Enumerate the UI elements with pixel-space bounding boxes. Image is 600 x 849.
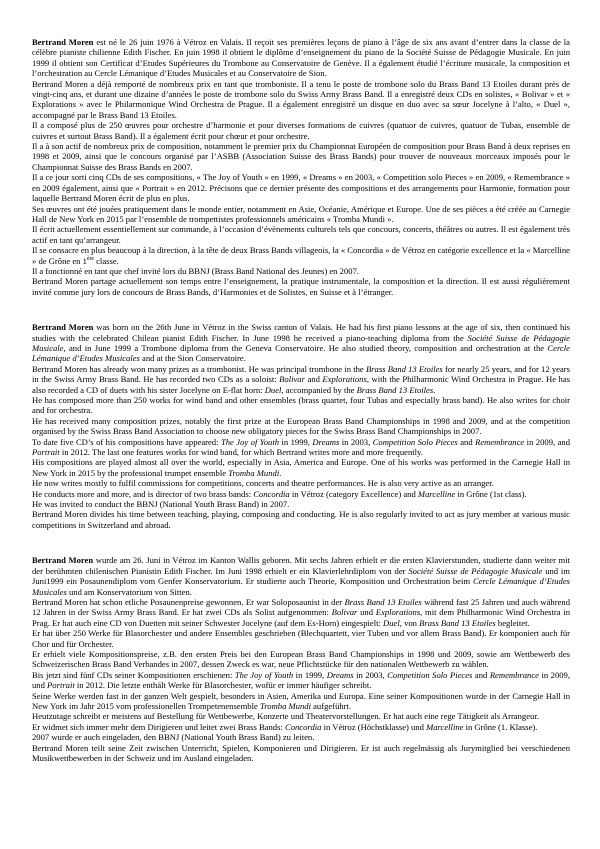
text-run: Explorations: [375, 607, 421, 618]
text-run: Cercle Lémanique d’Etudes Musicales: [32, 576, 570, 597]
text-run: He has received many composition prizes, notably the first prize at the European Brass Band Championships in 1998 and 2009, and at the competition organised by the Swiss Brass Band Association to choose new obligatory pieces for the Swiss Brass Band Championships in 2007.: [32, 415, 570, 437]
text-run: est né le 26 juin 1976 à Vétroz en Valais. Il reçoit ses premières leçons de piano à l’âge de six ans avant d’entrer dans la classe de la célèbre pianiste chilienne Edith Fischer. En juin 1998 il obtient le diplôme d’enseignement du piano de la Société Suisse de Pédagogie Musicale. En juin 1999 il obtient son Certificat d’Etudes Supérieures du Trombone au Conservatoire de Genève. Il a également étudié l’écriture musicale, la composition et l’orchestration au Cercle Lémanique d’Etudes Musicales et au Conservatoire de Sion.: [32, 37, 570, 79]
text-run: , and in June 1999 a Trombone diploma from the Geneva Conservatoire. He also studied theory, composition and orchestration at the: [63, 342, 548, 353]
text-run: Bertrand Moren has already won many prizes as a trombonist. He was principal trombone in the: [32, 363, 366, 374]
paragraph: [32, 597, 570, 628]
text-run: und am Konservatorium von Sitten.: [66, 586, 192, 597]
text-run: and: [457, 436, 476, 447]
text-run: , von: [399, 617, 420, 628]
paragraph: [32, 457, 570, 478]
paragraph: [32, 743, 570, 764]
text-run: und: [357, 607, 376, 618]
section-biography-german: [32, 555, 570, 763]
text-run: in Vétroz (category Excellence) and: [289, 488, 418, 499]
text-run: 2007 wurde er auch eingeladen, den BBNJ (National Youth Brass Band) zu leiten.: [32, 732, 315, 743]
text-run: Remembrance: [489, 669, 539, 680]
paragraph: [32, 509, 570, 530]
text-run: in 2003,: [339, 436, 373, 447]
text-run: Concordia: [253, 488, 290, 499]
text-run: He has composed more than 250 works for wind band and other ensembles (brass quartet, four Tubas and especially brass band). He also writes for choir and for orchestra.: [32, 395, 570, 416]
text-run: Competition Solo Pieces: [387, 669, 473, 680]
text-run: Bertrand Moren partage actuellement son temps entre l’enseignement, la pratique instrumentale, la composition et la direction. Il est aussi régulièrement invité comme jury lors de concours de Brass Bands, d’Harmonies et de Solistes, en Suisse et à l’étranger.: [32, 276, 570, 297]
text-run: Seine Werke werden fast in der ganzen Welt gespielt, besonders in Asien, Amerika und Europa. Eine seiner Kompositionen wurde in der Carnegie Hall in New York im Jahr 2015 vom professionellen Trompetenensemble: [32, 690, 570, 711]
text-run: .: [433, 384, 436, 395]
paragraph: [32, 555, 570, 597]
paragraph: [32, 628, 570, 649]
text-run: Il a ce jour sorti cinq CDs de ses compositions, « The Joy of Youth » en 1999, « Dreams » en 2003, « Competition solo Pieces » en 2009, « Remembrance » en 2009 également, ainsi que « Portrait » en 2012. Précisons que ce dernier présente des compositions et des arrangements pour Harmonie, formation pour laquelle Bertrand Moren écrit de plus en plus.: [32, 172, 570, 204]
text-run: Bertrand Moren hat schon etliche Posaunenpreise gewonnen. Er war Soloposaunist in der: [32, 596, 345, 607]
paragraph: [32, 670, 570, 691]
paragraph: [32, 120, 570, 141]
text-run: Société Suisse de Pédagogie Musicale: [32, 332, 570, 353]
text-run: Ses œuvres ont été jouées pratiquement dans le monde entier, notamment en Asie, Océanie, Amérique et Europe. Une de ses pièces a été créée au Carnegie Hall de New York en 2015 par l’ensemble de trompettistes professionnels américains « Tromba Mundi ».: [32, 203, 570, 224]
text-run: for nearly 25 years, and for 12 years in the Swiss Army Brass Band. He has recorded two CDs as a soloist:: [32, 363, 570, 385]
text-run: in 2012. Die letzte enthält Werke für Blasorchester, wofür er immer häufiger schreibt.: [74, 680, 372, 691]
paragraph: [32, 276, 570, 297]
paragraph: [32, 172, 570, 203]
text-run: Competition Solo Pieces: [372, 436, 458, 447]
text-run: wurde am 26. Juni in Vétroz im Kanton Wallis geboren. Mit sechs Jahren erhielt er die ersten Klavierstunden, studierte dann weiter mit der berühmten chilenischen Pianistin Edith Fischer. Im Juni 1998 erhielt er ein Klavierlehrdiplom von der: [32, 555, 570, 576]
paragraph: [32, 416, 570, 437]
text-run: während fast 25 Jahren und auch während 12 Jahren in der Swiss Army Brass Band. Er hat zwei CDs als Solist aufgenommen:: [32, 596, 570, 618]
text-run: Dreams: [326, 669, 354, 680]
text-run: Marcelline: [417, 488, 456, 499]
text-run: Cercle Lémanique d’Etudes Musicales: [32, 342, 570, 364]
text-run: Il écrit actuellement essentiellement sur commande, à l’occasion d’évènements culturels tels que concours, concerts, théâtres ou autres. Il est également très actif en tant qu’arrangeur.: [32, 224, 570, 245]
text-run: Il a fonctionné en tant que chef invité lors du BBNJ (Brass Band National des Jeunes) en 2007.: [32, 265, 359, 276]
text-run: The Joy of Youth: [220, 436, 280, 447]
paragraph: [32, 266, 570, 276]
paragraph: [32, 711, 570, 721]
text-run: He now writes mostly to fulfil commissions for competitions, concerts and theatre performances. He is also very active as an arranger.: [32, 478, 494, 489]
paragraph: [32, 224, 570, 245]
text-run: classe.: [93, 255, 119, 266]
text-run: and at the Sion Conservatoire.: [139, 353, 246, 364]
text-run: He was invited to conduct the BBNJ (National Youth Brass Band) in 2007.: [32, 499, 290, 510]
text-run: and: [304, 374, 323, 385]
text-run: Bertrand Moren: [32, 322, 94, 333]
paragraph: [32, 649, 570, 670]
section-biography-english: [32, 322, 570, 530]
text-run: Il a composé plus de 250 œuvres pour orchestre d’harmonie et pour diverses formations de cuivres (quatuor de cuivres, quatuor de Tubas, ensemble de cuivres et surtout Brass Band). Il a également écrit pour chœur et pour orchestre.: [32, 120, 570, 141]
text-run: Bis jetzt sind fünf CDs seiner Kompositionen erschienen:: [32, 669, 235, 680]
text-run: Bertrand Moren divides his time between teaching, playing, composing and conducting. He is also regularly invited to act as jury member at various music competitions in Switzerland and abroad.: [32, 509, 570, 530]
text-run: Er erhielt viele Kompositionspreise, z.B. den ersten Preis bei den European Brass Band Championships in 1998 und 2009, sowie am Wettbewerb des Schweizerischen Brass Band Verbandes in 2007, dessen Zweck es war, neue Pflichtstücke für den nationalen Wettbewerb zu wählen.: [32, 648, 570, 670]
paragraph: [32, 37, 570, 79]
text-run: Tromba Mundi: [228, 467, 280, 478]
paragraph: [32, 722, 570, 732]
text-run: Heutzutage schreibt er meistens auf Bestellung für Wettbewerbe, Konzerte und Theatervorstellungen. Er hat auch eine rege Tätigkeit als Arrangeur.: [32, 711, 539, 722]
text-run: and: [472, 669, 490, 680]
text-run: begleitet.: [495, 617, 530, 628]
text-run: in 2012. The last one features works for wind band, for which Bertrand writes more and more frequently.: [59, 447, 423, 458]
text-run: in 2003,: [353, 669, 388, 680]
paragraph: [32, 364, 570, 395]
paragraph: [32, 245, 570, 266]
text-run: Duel: [383, 617, 400, 628]
text-run: He conducts more and more, and is director of two brass bands:: [32, 488, 254, 499]
text-run: in 1999,: [279, 436, 313, 447]
text-run: Bolivar: [279, 374, 305, 385]
paragraph: [32, 79, 570, 121]
text-run: The Joy of Youth: [234, 669, 294, 680]
text-run: Il a à son actif de nombreux prix de composition, notamment le premier prix du Championnat Européen de composition pour Brass Band à deux reprises en 1998 et 2009, ainsi que le concours organisé par l’ASBB (Association Suisse des Brass Bands) pour trouver de nouveaux morceaux imposés pour le Championnat Suisse des Brass Bands en 2007.: [32, 141, 570, 172]
text-run: Remembrance: [475, 436, 525, 447]
text-run: in 2009, und: [32, 669, 571, 691]
paragraph: [32, 322, 570, 364]
paragraph: [32, 499, 570, 509]
text-run: Concordia: [284, 721, 322, 732]
paragraph: [32, 141, 570, 172]
paragraph: [32, 732, 570, 742]
text-run: Brass Band 13 Etoiles: [344, 596, 422, 607]
text-run: Brass Band 13 Etoiles: [419, 617, 496, 628]
text-run: Er hat über 250 Werke für Blasorchester und andere Ensembles geschrieben (Blechquartett, vier Tuben und vor allem Brass Band). Er komponiert auch für Chor und für Orchester.: [32, 628, 570, 649]
text-run: Bolivar: [331, 607, 358, 618]
text-run: Dreams: [312, 436, 340, 447]
text-run: Portrait: [47, 680, 75, 691]
text-run: was born on the 26th June in Vétroz in the Swiss canton of Valais. He had his first piano lessons at the age of six, then continued his studies with the celebrated Chilean pianist Edith Fischer. In June 1998 he received a piano-teaching diploma from the: [32, 322, 570, 343]
text-run: Marcelline: [426, 721, 464, 732]
paragraph: [32, 691, 570, 712]
text-run: Bertrand Moren: [32, 555, 94, 566]
text-run: Er widmet sich immer mehr dem Dirigieren und leitet zwei Brass Bands:: [32, 721, 285, 732]
text-run: ère: [86, 255, 94, 262]
paragraph: [32, 478, 570, 488]
section-biography-french: [32, 37, 570, 297]
text-run: Explorations: [322, 374, 367, 385]
text-run: Il se consacre en plus beaucoup à la direction, à la tête de deux Brass Bands villageois, la « Concordia » de Vétroz en catégorie excellence et la « Marcelline » de Grône en 1: [32, 245, 570, 266]
text-run: in Grône (1. Klasse).: [463, 721, 538, 732]
text-run: und im Juni1999 ein Posaunendiplom vom Genfer Konservatorium. Er studierte auch Theorie, Komposition und Orchestration beim: [32, 565, 570, 587]
text-run: , mit dem Philharmonic Wind Orchestra in Prag. Er hat auch eine CD von Duetten mit seiner Schwester Jocelyne (auf dem Es-Horn) eingespielt:: [32, 607, 571, 628]
text-run: Duel: [264, 384, 282, 395]
text-run: in Vétroz (Höchstklasse) und: [321, 721, 427, 732]
text-run: Bertrand Moren teilt seine Zeit zwischen Unterricht, Spielen, Komponieren und Dirigieren. Er ist auch regelmässig als Jurymitglied bei verschiedenen Musikwettbewerben in der Schweiz und im Ausland eingeladen.: [32, 742, 570, 763]
text-run: in Grône (1st class).: [455, 488, 527, 499]
paragraph: [32, 204, 570, 225]
text-run: Tromba Mundi: [259, 700, 311, 711]
text-run: .: [279, 467, 282, 478]
text-run: , accompanied by the: [281, 384, 357, 395]
text-run: Bertrand Moren a déjà remporté de nombreux prix en tant que tromboniste. Il a tenu le poste de trombone solo du Brass Band 13 Etoiles durant près de vingt-cinq ans, et durant une dizaine d’années le poste de trombone solo du Swiss Army Brass Band. Il a enregistré deux CDs en solistes, « Bolivar » et « Explorations » avec le Philarmonique Wind Orchestra de Prague. Il a également enregistré un disque en duo avec sa sœur Jocelyne à l’alto, « Duel », accompagné par le Brass Band 13 Etoiles.: [32, 78, 570, 120]
text-run: Brass Band 13 Etoiles: [365, 363, 443, 374]
text-run: Brass Band 13 Etoiles: [356, 384, 434, 395]
text-run: His compositions are played almost all over the world, especially in Asia, America and Europe. One of his works was performed in the Carnegie Hall in New York in 2015 by the professional trumpet ensemble: [32, 457, 570, 478]
text-run: , with the Philharmonic Wind Orchestra in Prague. He has also recorded a CD of duets with his sister Jocelyne on E-flat horn:: [32, 374, 571, 395]
text-run: Société Suisse de Pédagogie Musicale: [408, 565, 543, 576]
paragraph: [32, 437, 570, 458]
text-run: To date five CD’s of his compositions have appeared:: [32, 436, 221, 447]
text-run: Portrait: [32, 447, 60, 458]
text-run: in 1999,: [293, 669, 327, 680]
text-run: Bertrand Moren: [32, 37, 94, 47]
paragraph: [32, 395, 570, 416]
text-run: in 2009, and: [524, 436, 570, 447]
text-run: aufgeführt.: [310, 700, 352, 711]
paragraph: [32, 489, 570, 499]
